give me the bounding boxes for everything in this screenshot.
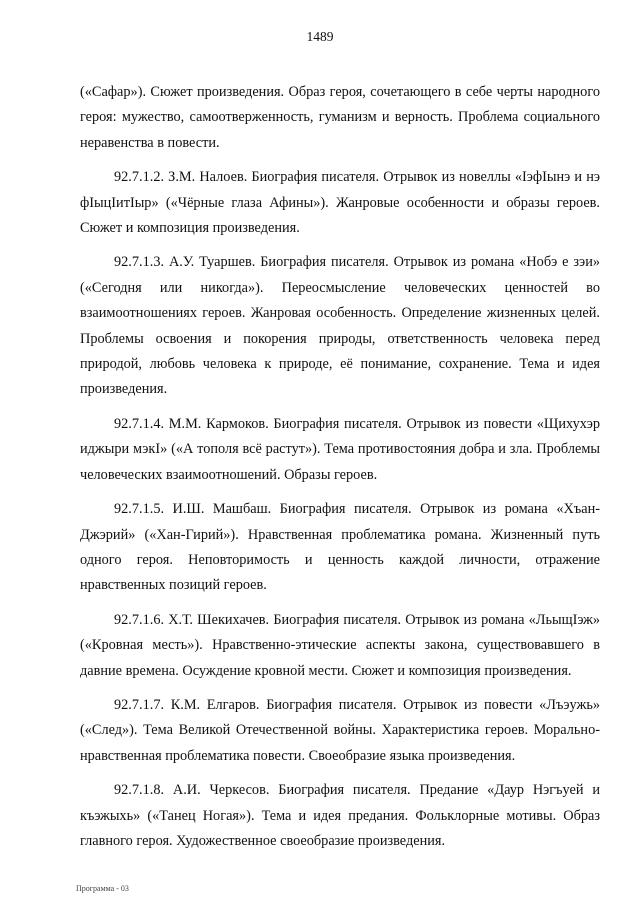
- document-body: [80, 80, 600, 863]
- paragraph-92-7-1-5: 92.7.1.5. И.Ш. Машбаш. Биография писателя. Отрывок из романа «Хъан-Джэрий» («Хан-Гирий»). Нравственная проблематика романа. Жизненный путь одного героя. Неповторимость и ценность каждой личности, отражение нравственных позиций героев.: [80, 501, 600, 594]
- paragraph-92-7-1-6: 92.7.1.6. Х.Т. Шекихачев. Биография писателя. Отрывок из романа «ЛьыщIэж» («Кровная месть»). Нравственно-этические аспекты закона, существовавшего в давние времена. Осуждение кровной мести. Сюжет и композиция произведения.: [80, 611, 600, 679]
- paragraph-92-7-1-3: 92.7.1.3. А.У. Туаршев. Биография писателя. Отрывок из романа «Нобэ е зэи» («Сегодня или никогда»). Переосмысление человеческих ценностей во взаимоотношениях героев. Жанровая особенность. Определение жизненных целей. Проблемы освоения и покорения природы, ответственность человека перед природой, любовь человека к природе, её понимание, сохранение. Тема и идея произведения.: [80, 254, 600, 398]
- page-footer: Программа - 03: [76, 884, 129, 893]
- paragraph-92-7-1-7: 92.7.1.7. К.М. Елгаров. Биография писателя. Отрывок из повести «Лъэужь» («След»). Тема Великой Отечественной войны. Характеристика героев. Морально-нравственная проблематика повести. Своеобразие языка произведения.: [80, 696, 600, 764]
- paragraph-92-7-1-2: 92.7.1.2. З.М. Налоев. Биография писателя. Отрывок из новеллы «IэфIынэ и нэ фIыцIитIыр» («Чёрные глаза Афины»). Жанровые особенности и образы героев. Сюжет и композиция произведения.: [80, 169, 600, 237]
- paragraph-92-7-1-8: 92.7.1.8. А.И. Черкесов. Биография писателя. Предание «Даур Нэгъуей и къэжыхь» («Танец Ногая»). Тема и идея предания. Фольклорные мотивы. Образ главного героя. Художественное своеобразие произведения.: [80, 782, 600, 849]
- page-number: 1489: [306, 29, 334, 44]
- paragraph-safar-continuation: («Сафар»). Сюжет произведения. Образ героя, сочетающего в себе черты народного героя: мужество, самоотверженность, гуманизм и верность. Проблема социального неравенства в повести.: [80, 84, 600, 151]
- paragraph-92-7-1-4: 92.7.1.4. М.М. Кармоков. Биография писателя. Отрывок из повести «Щихухэр иджыри мэкI» («А тополя всё растут»). Тема противостояния добра и зла. Проблемы человеческих взаимоотношений. Образы героев.: [80, 415, 600, 483]
